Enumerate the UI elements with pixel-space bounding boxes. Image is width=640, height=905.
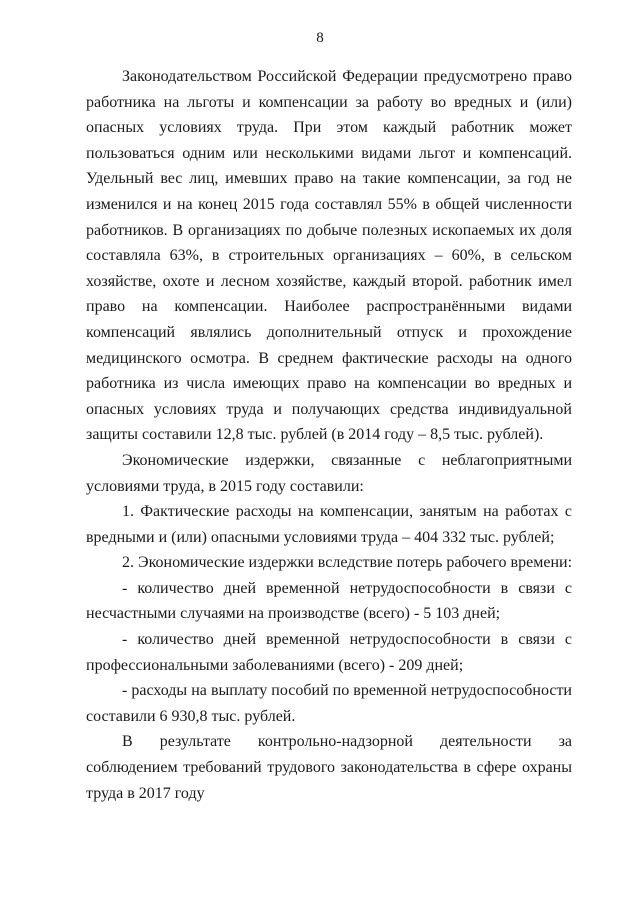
paragraph-economic-costs-intro: Экономические издержки, связанные с неблагоприятными условиями труда, в 2015 году составили: [86,451,572,495]
list-item-sick-pay-expenses: - расходы на выплату пособий по временной нетрудоспособности составили 6 930,8 тыс. рублей. [86,682,572,725]
document-body [86,64,572,806]
paragraph-inspection-results: В результате контрольно-надзорной деятельности за соблюдением требований трудового законодательства в сфере охраны труда в 2017 году [86,733,572,802]
page-number: 8 [316,30,324,46]
list-item-accident-sick-days: - количество дней временной нетрудоспособности в связи с несчастными случаями на производстве (всего) - 5 103 дней; [86,579,572,623]
list-item-occupational-disease-sick-days: - количество дней временной нетрудоспособности в связи с профессиональными заболеваниями (всего) - 209 дней; [86,631,572,674]
list-item-work-time-losses: 2. Экономические издержки вследствие потерь рабочего времени: [122,554,573,572]
list-item-compensation-expenses: 1. Фактические расходы на компенсации, занятым на работах с вредными и (или) опасными условиями труда – 404 332 тыс. рублей; [86,503,572,546]
paragraph-compensation-rights: Законодательством Российской Федерации предусмотрено право работника на льготы и компенсации за работу во вредных и (или) опасных условиях труда. При этом каждый работник может пользоваться одним или несколькими видами льгот и компенсаций. Удельный вес лиц, имевших право на такие компенсации, за год не изменился и на конец 2015 года составлял 55% в общей численности работников. В организациях по добыче полезных ископаемых их доля составляла 63%, в строительных организациях – 60%, в сельском хозяйстве, охоте и лесном хозяйстве, каждый второй. работник имел право на компенсации. Наиболее распространёнными видами компенсаций являлись дополнительный отпуск и прохождение медицинского осмотра. В среднем фактические расходы на одного работника из числа имеющих право на компенсации во вредных и опасных условиях труда и получающих средства индивидуальной защиты составили 12,8 тыс. рублей (в 2014 году – 8,5 тыс. рублей). [86,68,572,444]
